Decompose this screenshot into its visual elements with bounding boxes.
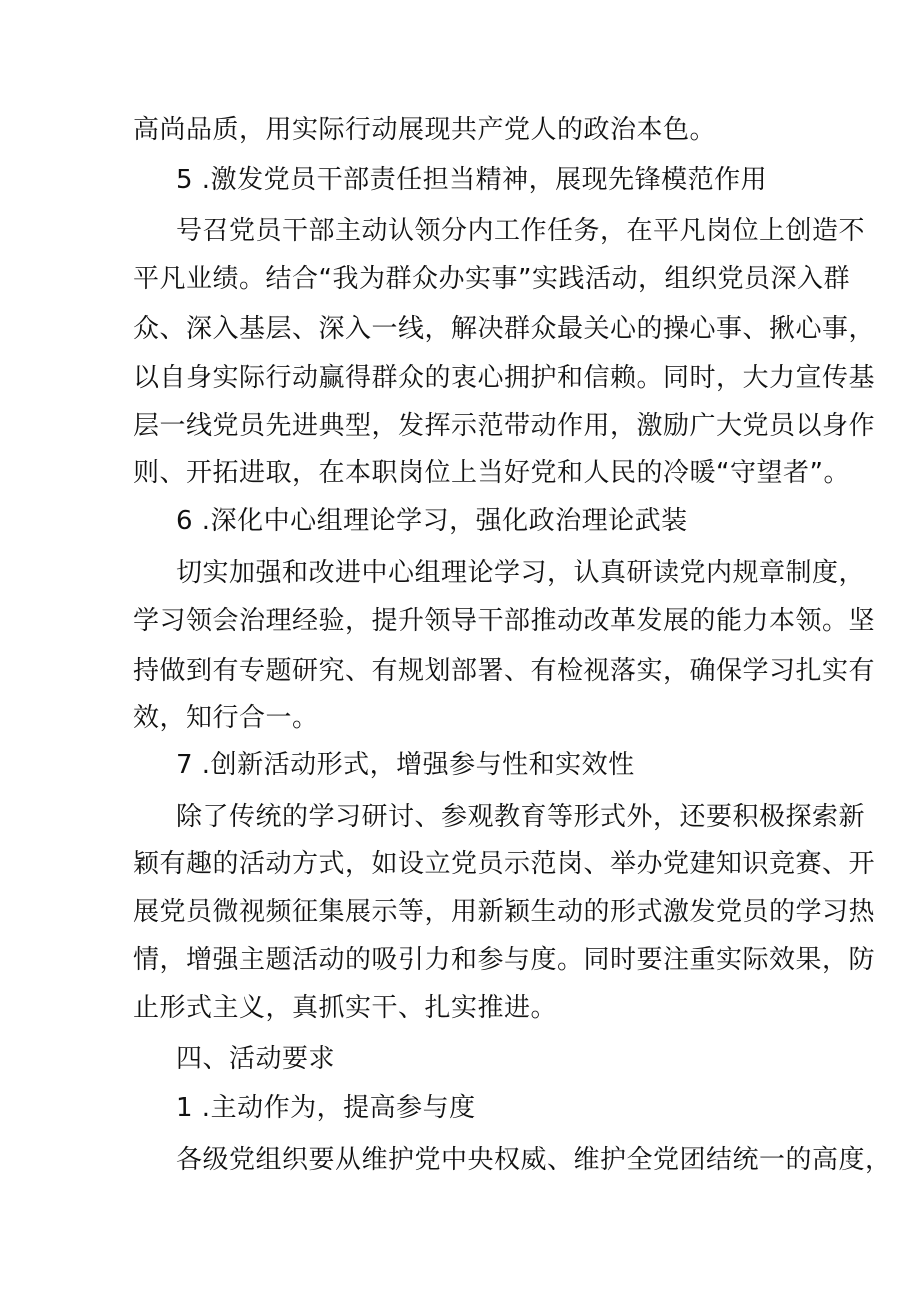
paragraph-line: 颖有趣的活动方式，如设立党员示范岗、举办党建知识竞赛、开 <box>133 849 876 879</box>
section-heading-4: 四、活动要求 <box>176 1044 336 1074</box>
paragraph-line: 效，知行合一。 <box>133 703 319 733</box>
section-heading-6: 6 .深化中心组理论学习，强化政治理论武装 <box>176 506 688 536</box>
paragraph-line: 以自身实际行动赢得群众的衷心拥护和信赖。同时，大力宣传基 <box>133 363 876 393</box>
paragraph-line: 号召党员干部主动认领分内工作任务，在平凡岗位上创造不 <box>176 216 866 246</box>
paragraph-line: 则、开拓进取，在本职岗位上当好党和人民的冷暖“守望者”。 <box>133 458 850 488</box>
paragraph-line: 除了传统的学习研讨、参观教育等形式外，还要积极探索新 <box>176 802 866 832</box>
subsection-heading-1: 1 .主动作为，提高参与度 <box>176 1093 476 1123</box>
section-heading-7: 7 .创新活动形式，增强参与性和实效性 <box>176 750 635 780</box>
paragraph-line: 展党员微视频征集展示等，用新颖生动的形式激发党员的学习热 <box>133 897 876 927</box>
paragraph-line: 平凡业绩。结合“我为群众办实事”实践活动，组织党员深入群 <box>133 264 850 294</box>
paragraph-line: 情，增强主题活动的吸引力和参与度。同时要注重实际效果，防 <box>133 945 876 975</box>
paragraph-line: 各级党组织要从维护党中央权威、维护全党团结统一的高度， <box>176 1145 892 1175</box>
paragraph-line: 切实加强和改进中心组理论学习，认真研读党内规章制度， <box>176 558 866 588</box>
paragraph-line: 高尚品质，用实际行动展现共产党人的政治本色。 <box>133 115 717 145</box>
section-heading-5: 5 .激发党员干部责任担当精神，展现先锋模范作用 <box>176 165 768 195</box>
paragraph-line: 层一线党员先进典型，发挥示范带动作用，激励广大党员以身作 <box>133 411 876 441</box>
paragraph-line: 止形式主义，真抓实干、扎实推进。 <box>133 993 558 1023</box>
paragraph-line: 持做到有专题研究、有规划部署、有检视落实，确保学习扎实有 <box>133 656 876 686</box>
paragraph-line: 学习领会治理经验，提升领导干部推动改革发展的能力本领。坚 <box>133 606 876 636</box>
paragraph-line: 众、深入基层、深入一线，解决群众最关心的操心事、揪心事， <box>133 314 876 344</box>
